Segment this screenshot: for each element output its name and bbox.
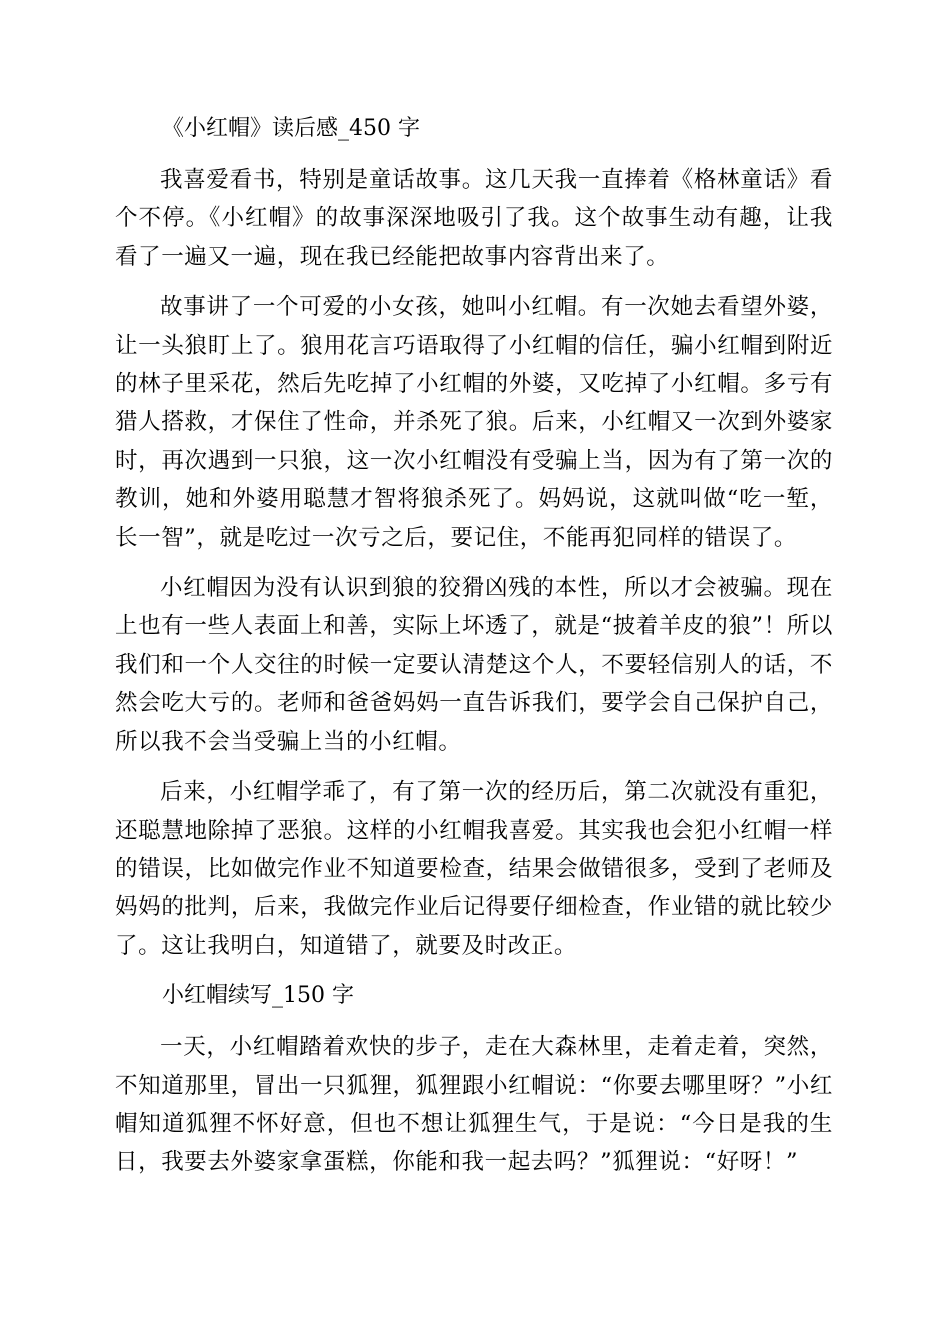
essay-1-paragraph-3: 小红帽因为没有认识到狼的狡猾凶残的本性，所以才会被骗。现在上也有一些人表面上和善，实际上坏透了，就是“披着羊皮的狼”！所以我们和一个人交往的时候一定要认清楚这个人，不要轻信别人的话，不然会吃大亏的。老师和爸爸妈妈一直告诉我们，要学会自己保护自己，所以我不会当受骗上当的小红帽。 bbox=[115, 575, 833, 755]
document-body bbox=[115, 110, 833, 1194]
essay-title-1: 《小红帽》读后感_450 字 bbox=[162, 116, 420, 141]
essay-title-2: 小红帽续写_150 字 bbox=[162, 983, 354, 1009]
essay-1-paragraph-1: 我喜爱看书，特别是童话故事。这几天我一直捧着《格林童话》看个不停。《小红帽》的故事深深地吸引了我。这个故事生动有趣，让我看了一遍又一遍，现在我已经能把故事内容背出来了。 bbox=[115, 167, 833, 270]
essay-2-paragraph-1: 一天，小红帽踏着欢快的步子，走在大森林里，走着走着，突然，不知道那里，冒出一只狐狸，狐狸跟小红帽说：“你要去哪里呀？”小红帽知道狐狸不怀好意，但也不想让狐狸生气，于是说：“今日是我的生日，我要去外婆家拿蛋糕，你能和我一起去吗？”狐狸说：“好呀！” bbox=[115, 1034, 833, 1176]
essay-1-paragraph-2: 故事讲了一个可爱的小女孩，她叫小红帽。有一次她去看望外婆，让一头狼盯上了。狼用花言巧语取得了小红帽的信任，骗小红帽到附近的林子里采花，然后先吃掉了小红帽的外婆，又吃掉了小红帽。多亏有猎人搭救，才保住了性命，并杀死了狼。后来，小红帽又一次到外婆家时，再次遇到一只狼，这一次小红帽没有受骗上当，因为有了第一次的教训，她和外婆用聪慧才智将狼杀死了。妈妈说，这就叫做“吃一堑，长一智”，就是吃过一次亏之后，要记住，不能再犯同样的错误了。 bbox=[115, 294, 833, 551]
essay-1-paragraph-4: 后来，小红帽学乖了，有了第一次的经历后，第二次就没有重犯，还聪慧地除掉了恶狼。这样的小红帽我喜爱。其实我也会犯小红帽一样的错误，比如做完作业不知道要检查，结果会做错很多，受到了老师及妈妈的批判，后来，我做完作业后记得要仔细检查，作业错的就比较少了。这让我明白，知道错了，就要及时改正。 bbox=[115, 779, 833, 959]
